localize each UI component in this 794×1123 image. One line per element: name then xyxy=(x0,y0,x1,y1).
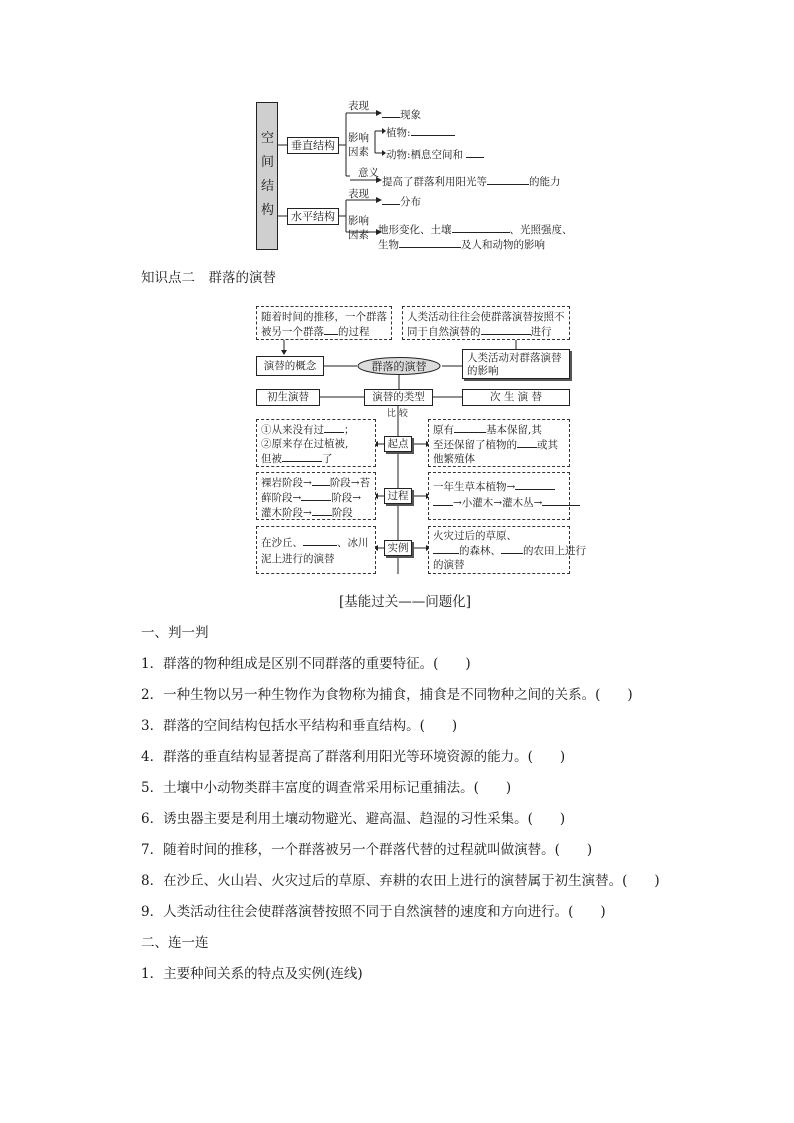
judge-item: 6．诱虫器主要是利用土壤动物避光、避高温、趋湿的习性采集。( ) xyxy=(141,811,566,827)
primary-succession-box: 初生演替 xyxy=(256,389,320,406)
sidebar-char: 构 xyxy=(261,203,275,218)
vertical-animal-factor: 动物:栖息空间和 xyxy=(386,147,484,162)
succession-concept-box: 演替的概念 xyxy=(256,356,324,376)
basic-section-title: [基能过关——问题化] xyxy=(339,594,472,610)
judge-item: 5．土壤中小动物类群丰富度的调查常采用标记重捕法。( ) xyxy=(141,780,512,796)
judge-item: 8．在沙丘、火山岩、火灾过后的草原、弃耕的农田上进行的演替属于初生演替。( ) xyxy=(141,873,660,889)
judge-item: 9．人类活动往往会使群落演替按照不同于自然演替的速度和方向进行。( ) xyxy=(141,904,606,920)
link-section-heading: 二、连一连 xyxy=(141,935,209,951)
judge-item: 1．群落的物种组成是区别不同群落的重要特征。( ) xyxy=(141,656,471,672)
judge-section-heading: 一、判一判 xyxy=(141,625,209,641)
compare-label: 比 较 xyxy=(387,409,408,419)
horizontal-biaoxian-text: 分布 xyxy=(382,194,421,209)
secondary-start-box: 原有 基本保留,其 至还保留了植物的 或其 他繁殖体 xyxy=(428,419,570,467)
vertical-biaoxian-label: 表现 xyxy=(348,100,369,112)
secondary-succession-box: 次 生 演 替 xyxy=(462,389,570,406)
human-effect-box: 人类活动对群落演替 的影响 xyxy=(462,349,570,379)
example-label-box: 实例 xyxy=(384,540,412,556)
judge-item: 3．群落的空间结构包括水平结构和垂直结构。( ) xyxy=(141,718,458,734)
judge-item: 4．群落的垂直结构显著提高了群落利用阳光等环境资源的能力。( ) xyxy=(141,749,566,765)
horizontal-factor-line2: 生物 及人和动物的影响 xyxy=(378,239,545,251)
human-activity-box: 人类活动往往会使群落演替按照不 同于自然演替的 进行 xyxy=(402,306,570,340)
process-label-box: 过程 xyxy=(384,488,412,504)
horizontal-structure-box: 水平结构 xyxy=(287,208,339,225)
succession-types-box: 演替的类型 xyxy=(364,389,433,406)
sidebar-char: 结 xyxy=(261,179,275,194)
judge-item: 2．一种生物以另一种生物作为食物称为捕食，捕食是不同物种之间的关系。( ) xyxy=(141,687,633,703)
vertical-structure-box: 垂直结构 xyxy=(287,137,339,154)
vertical-plant-factor: 植物: xyxy=(386,125,455,140)
link-item: 1．主要种间关系的特点及实例(连线) xyxy=(141,966,363,982)
succession-definition-box: 随着时间的推移，一个群落 被另一个群落 的过程 xyxy=(256,306,392,340)
vertical-yiyi-text: 提高了群落利用阳光等 的能力 xyxy=(382,176,561,188)
primary-example-box: 在沙丘、 、冰川 泥上进行的演替 xyxy=(256,526,376,574)
horizontal-yingxiang-label: 影响因素 xyxy=(348,215,369,241)
start-label-box: 起点 xyxy=(384,436,412,452)
sidebar-char: 空 xyxy=(261,131,275,146)
sidebar-char: 间 xyxy=(261,155,275,170)
secondary-process-box: 一年生草本植物→ →小灌木→灌木丛→ xyxy=(428,472,570,520)
secondary-example-box: 火灾过后的草原、 的森林、 的农田上进行 的演替 xyxy=(428,526,570,574)
kp2-heading: 知识点二 群落的演替 xyxy=(141,270,276,286)
primary-process-box: 裸岩阶段→ 阶段→苔 藓阶段→ 阶段→ 灌木阶段→ 阶段 xyxy=(256,472,376,520)
vertical-yiyi-label: 意义 xyxy=(358,167,379,179)
judge-item: 7．随着时间的推移，一个群落被另一个群落代替的过程就叫做演替。( ) xyxy=(141,842,593,858)
vertical-biaoxian-text: 现象 xyxy=(382,107,421,122)
primary-start-box: ①从来没有过 ； ②原来存在过植被, 但被 了 xyxy=(256,419,376,467)
horizontal-biaoxian-label: 表现 xyxy=(348,188,369,200)
vertical-yingxiang-label: 影响因素 xyxy=(348,132,369,158)
horizontal-factor-line1: 地形变化、土壤 、光照强度、 xyxy=(378,224,573,236)
succession-center-label: 群落的演替 xyxy=(371,359,427,373)
